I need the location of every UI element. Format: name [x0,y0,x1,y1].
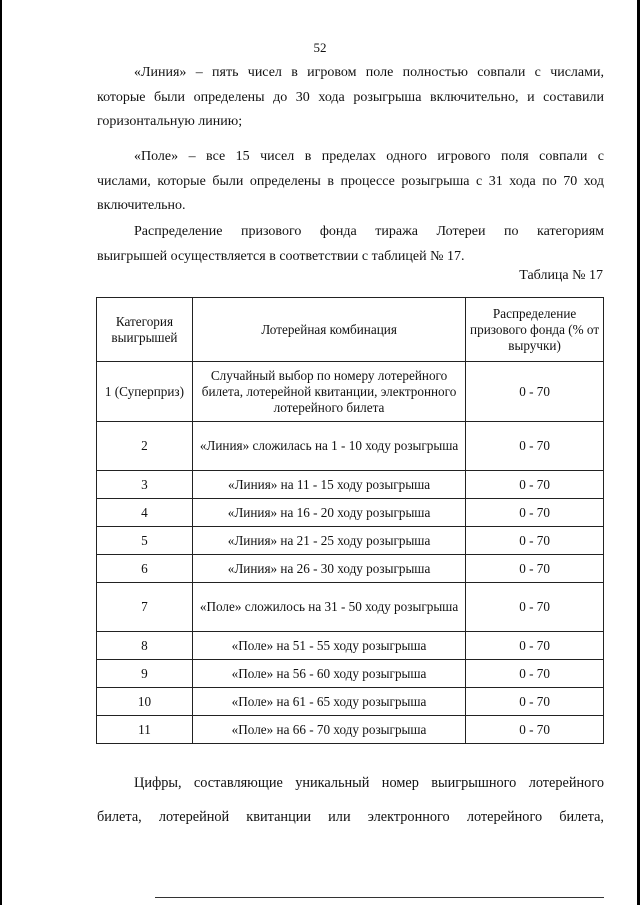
table-row [97,555,604,583]
table-row [97,660,604,688]
table-row [97,632,604,660]
cell-combination: «Линия» на 21 - 25 ходу розыгрыша [192,527,465,555]
scan-left-edge [0,0,2,905]
table-row [97,583,604,632]
table-row [97,688,604,716]
cell-distribution: 0 - 70 [466,527,604,555]
text-line: выигрышей осуществляется в соответствии с таблицей № 17. [97,248,465,264]
cell-distribution: 0 - 70 [466,716,604,744]
cell-combination: «Поле» на 51 - 55 ходу розыгрыша [192,632,465,660]
cell-category: 1 (Суперприз) [97,362,193,422]
cell-category: 5 [97,527,193,555]
table-header-row [97,298,604,362]
cell-distribution: 0 - 70 [466,499,604,527]
table-row [97,471,604,499]
cell-combination: «Поле» на 56 - 60 ходу розыгрыша [192,660,465,688]
cell-category: 11 [97,716,193,744]
bottom-rule [155,897,604,898]
text-line: которые были определены до 30 хода розыгрыша включительно, и составили [97,89,604,105]
header-category: Категория выигрышей [97,298,193,362]
cell-combination: «Поле» на 61 - 65 ходу розыгрыша [192,688,465,716]
table-row [97,362,604,422]
cell-combination: «Поле» на 66 - 70 ходу розыгрыша [192,716,465,744]
cell-distribution: 0 - 70 [466,688,604,716]
paragraph-ticket-number [97,766,604,834]
cell-category: 9 [97,660,193,688]
header-distribution: Распределение призового фонда (% от выручки) [466,298,604,362]
paragraph-field-definition [97,145,604,219]
cell-category: 10 [97,688,193,716]
cell-distribution: 0 - 70 [466,362,604,422]
text-line: горизонтальную линию; [97,114,243,129]
text-line: Распределение призового фонда тиража Лотереи по категориям [134,224,604,239]
cell-distribution: 0 - 70 [466,471,604,499]
cell-combination: «Поле» сложилось на 31 - 50 ходу розыгрыша [192,583,465,632]
cell-distribution: 0 - 70 [466,555,604,583]
cell-combination: «Линия» на 26 - 30 ходу розыгрыша [192,555,465,583]
cell-distribution: 0 - 70 [466,583,604,632]
paragraph-line-definition [97,61,604,135]
cell-combination: «Линия» на 16 - 20 ходу розыгрыша [192,499,465,527]
cell-distribution: 0 - 70 [466,660,604,688]
cell-combination: «Линия» на 11 - 15 ходу розыгрыша [192,471,465,499]
paragraph-prize-distribution [97,220,604,269]
text-line: «Линия» – пять чисел в игровом поле полностью совпали с числами, [134,65,604,80]
prize-distribution-table [96,297,604,744]
text-line: «Поле» – все 15 чисел в пределах одного игрового поля совпали с [134,149,604,164]
cell-combination: Случайный выбор по номеру лотерейного билета, лотерейной квитанции, электронного лотерейного билета [192,362,465,422]
cell-category: 3 [97,471,193,499]
cell-category: 2 [97,422,193,471]
cell-distribution: 0 - 70 [466,422,604,471]
cell-category: 7 [97,583,193,632]
text-line: числами, которые были определены в процессе розыгрыша с 31 хода по 70 ход [97,173,604,189]
cell-distribution: 0 - 70 [466,632,604,660]
text-line: билета, лотерейной квитанции или электронного лотерейного билета, [97,809,604,825]
text-line: включительно. [97,198,186,213]
table-row [97,422,604,471]
header-combination: Лотерейная комбинация [192,298,465,362]
table-row [97,716,604,744]
text-line: Цифры, составляющие уникальный номер выигрышного лотерейного [134,775,604,791]
table-row [97,499,604,527]
cell-category: 4 [97,499,193,527]
cell-category: 6 [97,555,193,583]
cell-category: 8 [97,632,193,660]
page-number: 52 [313,40,327,55]
cell-combination: «Линия» сложилась на 1 - 10 ходу розыгрыша [192,422,465,471]
table-row [97,527,604,555]
table-caption: Таблица № 17 [519,268,603,283]
